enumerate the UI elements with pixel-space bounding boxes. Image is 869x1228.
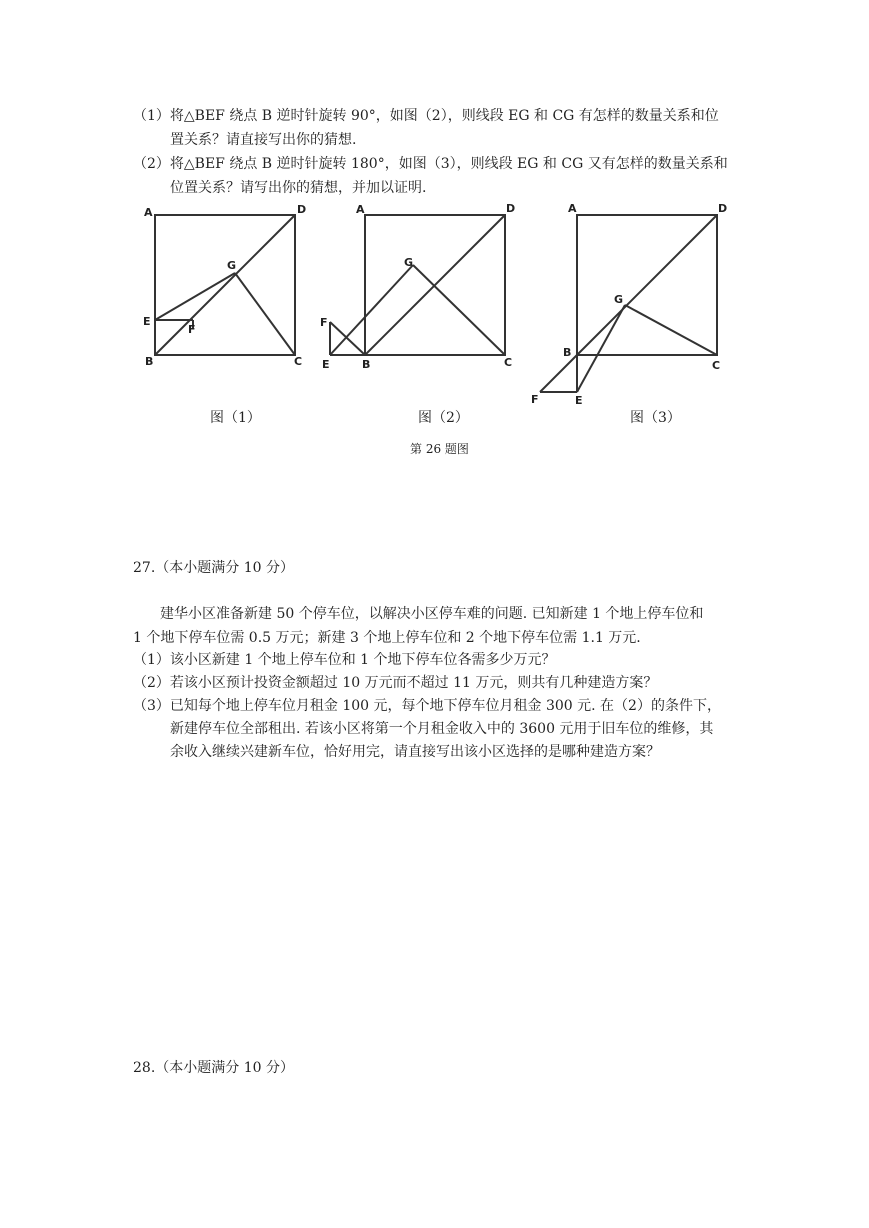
fig1-label-e: E — [143, 315, 151, 328]
fig2-label-g: G — [404, 256, 414, 269]
fig3-label-e: E — [575, 394, 583, 407]
q28-heading: 28.（本小题满分 10 分） — [133, 1060, 294, 1076]
fig1-label-c: C — [294, 355, 303, 368]
q27-heading: 27.（本小题满分 10 分） — [133, 560, 294, 576]
q26-part1-line2: 置关系？请直接写出你的猜想. — [170, 132, 357, 148]
fig1-caption: 图（1） — [210, 410, 261, 426]
fig3-caption: 图（3） — [630, 410, 681, 426]
figure-title: 第 26 题图 — [410, 442, 469, 456]
q27-part3-line1: （3）已知每个地上停车位月租金 100 元，每个地下停车位月租金 300 元. 在（2）的条件下， — [133, 698, 721, 714]
fig2-label-a: A — [356, 203, 365, 216]
fig1-label-b: B — [145, 355, 154, 368]
q27-part2: （2）若该小区预计投资金额超过 10 万元而不超过 11 万元，则共有几种建造方案？ — [133, 675, 658, 691]
q26-part2-line2: 位置关系？请写出你的猜想，并加以证明. — [170, 180, 427, 196]
fig3-label-b: B — [563, 346, 572, 359]
fig1-label-f: F — [188, 323, 196, 336]
fig1-label-g: G — [227, 259, 237, 272]
q27-intro-line1: 建华小区准备新建 50 个停车位，以解决小区停车难的问题. 已知新建 1 个地上停车位和 — [160, 606, 704, 622]
fig2-label-e: E — [322, 358, 330, 371]
fig1-label-a: A — [144, 206, 153, 219]
fig3-label-d: D — [718, 202, 728, 215]
fig3-label-f: F — [531, 393, 539, 406]
fig1-label-d: D — [297, 203, 307, 216]
fig3-segment-gc — [625, 305, 717, 355]
fig3-segment-fb — [540, 355, 577, 392]
fig3-label-g: G — [614, 293, 624, 306]
q27-intro-line2: 1 个地下停车位需 0.5 万元；新建 3 个地上停车位和 2 个地下停车位需 1.1 万元. — [133, 630, 641, 646]
fig3-label-c: C — [712, 359, 721, 372]
fig2-label-f: F — [320, 316, 328, 329]
fig3-label-a: A — [568, 202, 577, 215]
q26-part1-line1: （1）将△BEF 绕点 B 逆时针旋转 90°，如图（2），则线段 EG 和 CG 有怎样的数量关系和位 — [133, 108, 719, 124]
q27-part3-line2: 新建停车位全部租出. 若该小区将第一个月租金收入中的 3600 元用于旧车位的维修，其 — [170, 721, 714, 737]
q27-part1: （1）该小区新建 1 个地上停车位和 1 个地下停车位各需多少万元？ — [133, 652, 556, 668]
fig2-label-c: C — [504, 356, 513, 369]
fig3-diagonal-bd — [577, 215, 717, 355]
fig2-label-d: D — [506, 202, 516, 215]
q26-part2-line1: （2）将△BEF 绕点 B 逆时针旋转 180°，如图（3），则线段 EG 和 CG 又有怎样的数量关系和 — [133, 156, 728, 172]
fig2-label-b: B — [362, 358, 371, 371]
q27-part3-line3: 余收入继续兴建新车位，恰好用完，请直接写出该小区选择的是哪种建造方案？ — [170, 744, 660, 760]
fig2-caption: 图（2） — [418, 410, 469, 426]
